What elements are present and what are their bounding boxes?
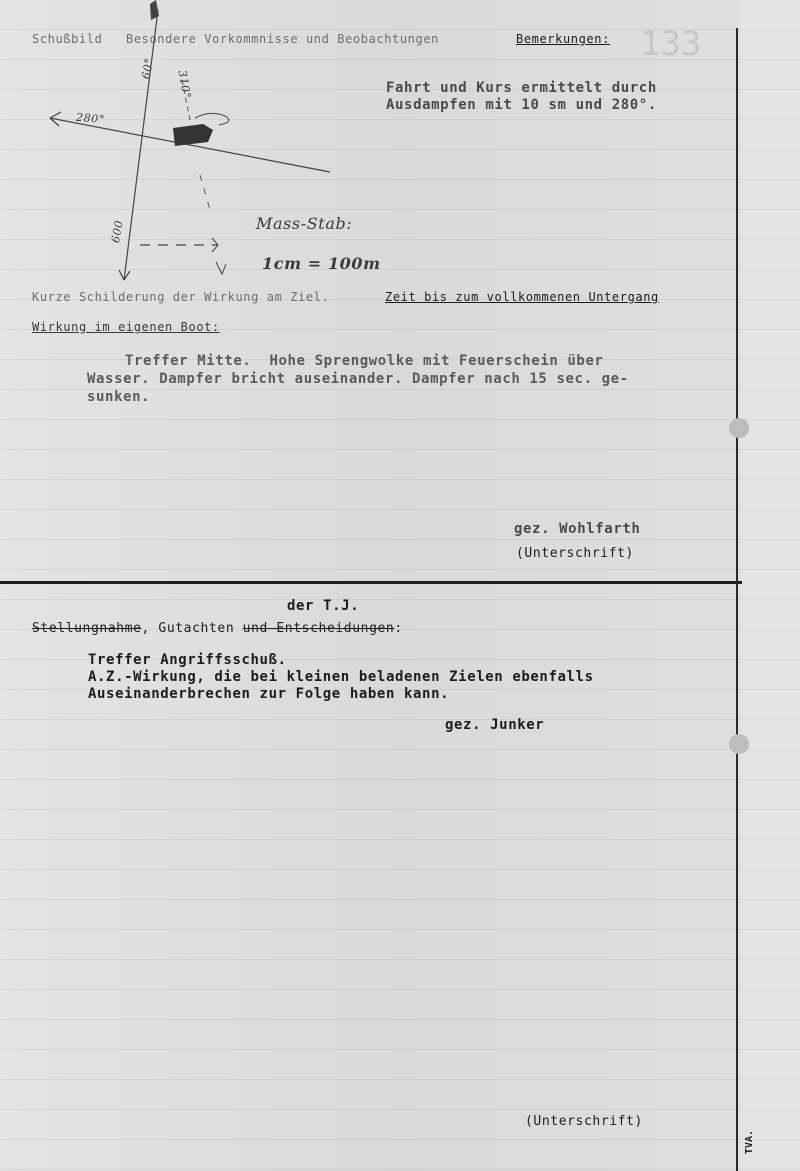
schilderung-body-1: Treffer Mitte. Hohe Sprengwolke mit Feuerschein über bbox=[125, 353, 604, 369]
bemerkungen-label: Bemerkungen: bbox=[516, 32, 610, 46]
page-margin bbox=[740, 0, 800, 1171]
unterschrift-label: (Unterschrift) bbox=[516, 546, 634, 561]
scale-value: 1cm = 100m bbox=[262, 254, 381, 273]
archive-stamp: TVA. bbox=[744, 1130, 755, 1155]
stellungnahme-heading bbox=[32, 621, 403, 636]
punch-hole bbox=[729, 734, 749, 754]
heading-strike: Stellungnahme bbox=[32, 621, 142, 636]
schussbild-sketch bbox=[40, 0, 360, 290]
eigene-boot-label: Wirkung im eigenen Boot: bbox=[32, 320, 220, 334]
stellungnahme-body-2: A.Z.-Wirkung, die bei kleinen beladenen Zielen ebenfalls bbox=[88, 669, 594, 685]
untergang-label: Zeit bis zum vollkommenen Untergang bbox=[385, 290, 659, 304]
sketch-label-60: 60° bbox=[139, 56, 156, 81]
signature-wohlfarth: gez. Wohlfarth bbox=[514, 521, 641, 537]
sketch-label-600: 600 bbox=[109, 219, 126, 244]
signature-junker: gez. Junker bbox=[445, 717, 545, 733]
stellungnahme-body-3: Auseinanderbrechen zur Folge haben kann. bbox=[88, 686, 450, 702]
unterschrift-label-2: (Unterschrift) bbox=[525, 1114, 643, 1129]
stellungnahme-body-1: Treffer Angriffsschuß. bbox=[88, 652, 287, 668]
sketch-label-310: 310° bbox=[175, 69, 194, 100]
page-number: 133 bbox=[640, 24, 702, 64]
heading-colon: : bbox=[394, 621, 403, 636]
remarks-line-2: Ausdampfen mit 10 sm und 280°. bbox=[386, 97, 657, 113]
remarks-line-1: Fahrt und Kurs ermittelt durch bbox=[386, 80, 657, 96]
schussbild-label: Schußbild bbox=[32, 32, 103, 46]
heading-strike-2: und Entscheidungen bbox=[242, 621, 395, 636]
vorkommnisse-label: Besondere Vorkommnisse und Beobachtungen bbox=[126, 32, 439, 46]
right-margin-rule bbox=[736, 28, 738, 1171]
der-tj: der T.J. bbox=[287, 598, 360, 614]
schilderung-body-2: Wasser. Dampfer bricht auseinander. Dampfer nach 15 sec. ge- bbox=[87, 371, 629, 387]
section-divider bbox=[0, 581, 742, 584]
punch-hole bbox=[729, 418, 749, 438]
heading-gutachten: , Gutachten bbox=[141, 621, 243, 636]
sketch-label-280: 280° bbox=[75, 110, 106, 127]
schilderung-body-3: sunken. bbox=[87, 389, 151, 405]
schilderung-heading: Kurze Schilderung der Wirkung am Ziel. bbox=[32, 290, 330, 304]
scale-title: Mass-Stab: bbox=[256, 214, 353, 233]
